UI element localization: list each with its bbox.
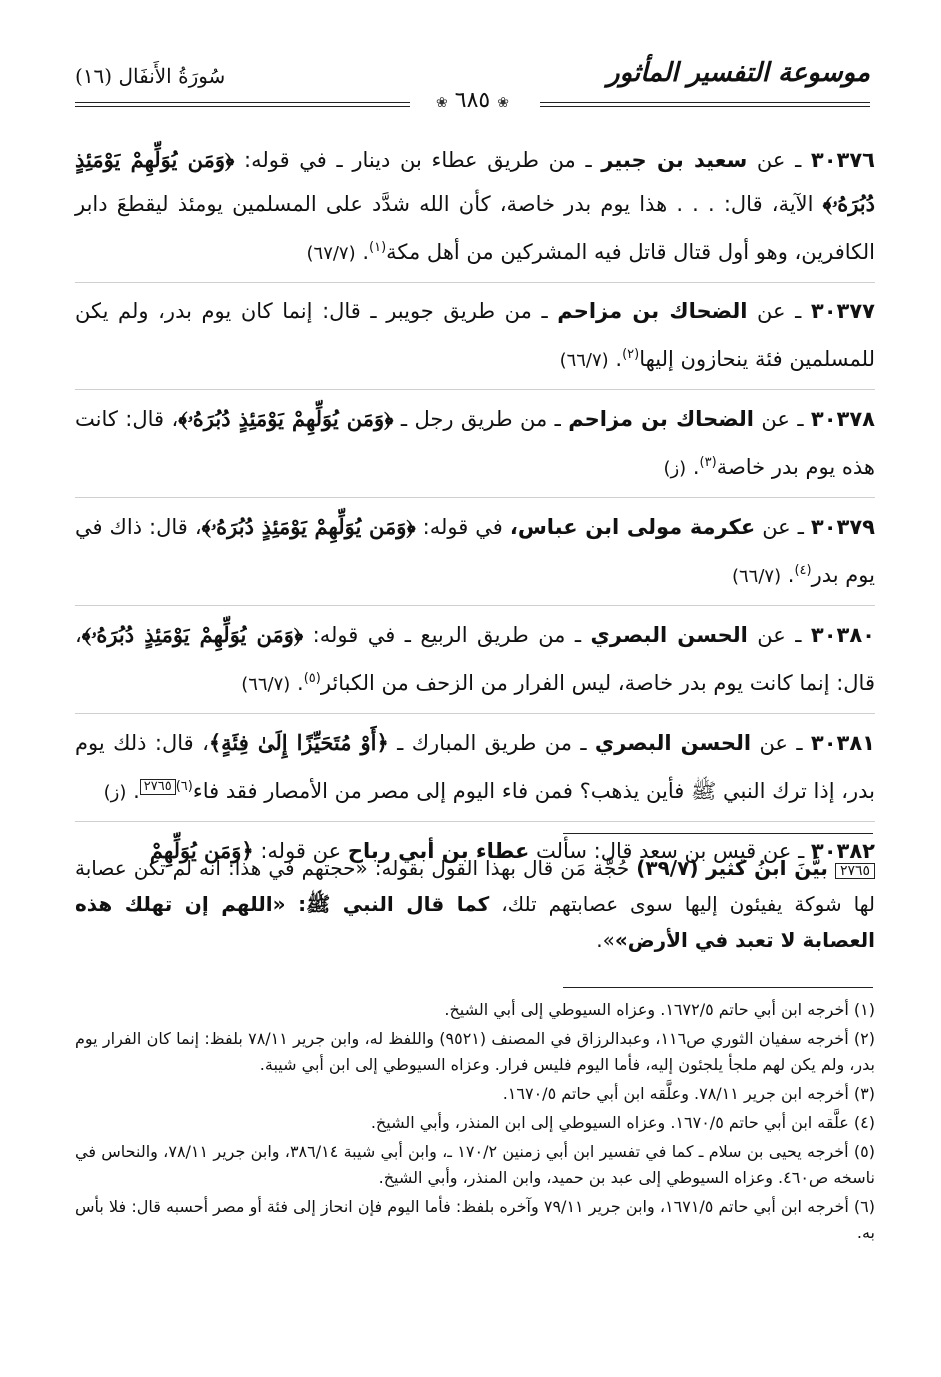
volume-citation: (٦٦/٧): [559, 350, 609, 371]
volume-citation: (٦٦/٧): [731, 566, 782, 587]
footnote-ref: (١): [369, 240, 387, 255]
narrator-name: عطاء بن أبي رباح: [347, 839, 530, 863]
narration-text: ، قال: إنما كانت يوم بدر خاصة، ليس الفرار من الزحف من الكبائر: [75, 623, 875, 695]
footnote-ref: (٥): [303, 671, 321, 686]
narration-number: ٣٠٣٧٦: [810, 148, 875, 172]
narration-chain: ـ من طريق الربيع ـ في قوله:: [303, 623, 591, 647]
footnote: (٢) أخرجه سفيان الثوري ص١١٦، وعبدالرزاق في المصنف (٩٥٢١) واللفظ له، وابن جرير ٧٨/١١ بلفظ: إنما كان الفرار يوم بدر، ولم يكن لهم ملجأ يلجئون إليه، فأما اليوم فليس فرار. وعزاه السيوطي إلى ابن أبي شيبة.: [75, 1029, 876, 1074]
quran-verse: ﴿أَوْ مُتَحَيِّزًا إِلَىٰ فِئَةٍ﴾: [208, 730, 389, 755]
narration-text: ، قال: ذلك يوم بدر، إذا ترك النبي ﷺ فأين يذهب؟ فمن فاء اليوم إلى مصر من الأمصار فقد فاء: [75, 731, 875, 803]
narration-entry: [75, 721, 875, 822]
footnote: (٦) أخرجه ابن أبي حاتم ١٦٧١/٥، وابن جرير ٧٩/١١ وآخره بلفظ: فأما اليوم فإن انحاز إلى فئة أو مصر أحسبه قال: فلا بأس به.: [75, 1197, 876, 1242]
narration-intro: ـ عن: [747, 148, 811, 172]
narration-number: ٣٠٣٧٩: [810, 515, 875, 539]
narration-intro: ـ عن: [755, 515, 811, 539]
footnotes: [75, 997, 875, 1249]
narration-entry: [75, 505, 875, 606]
quran-verse: ﴿وَمَن يُوَلِّهِمْ يَوْمَئِذٍ دُبُرَهُۥ﴾: [81, 622, 304, 647]
narration-entry: [75, 397, 875, 498]
footnote: (٣) أخرجه ابن جرير ٧٨/١١. وعلَّقه ابن أبي حاتم ١٦٧٠/٥.: [502, 1084, 875, 1103]
narration-entry: [75, 290, 875, 390]
quran-verse: ﴿وَمَن يُوَلِّهِمْ يَوْمَئِذٍ دُبُرَهُۥ﴾: [178, 406, 394, 431]
narration-text: الآية، قال: . . . هذا يوم بدر خاصة، كأن الله شدَّد على المسلمين يومئذ ليقطعَ دابر الكافرين، وهو أول قتال قاتل فيه المشركين من أهل مكة: [75, 192, 875, 264]
quran-verse: ﴿وَمَن يُوَلِّهِمْ يَوْمَئِذٍ دُبُرَهُۥ﴾: [201, 514, 416, 539]
ornament-icon: ❀: [436, 95, 448, 111]
note-hadith: كما قال النبي ﷺ: «اللهم إن تهلك هذه العصابة لا تعبد في الأرض»: [75, 892, 875, 952]
footnote: (٤) علَّقه ابن أبي حاتم ١٦٧٠/٥. وعزاه السيوطي إلى ابن المنذر، وأبي الشيخ.: [370, 1113, 875, 1132]
footnote-ref: (٢): [622, 347, 640, 362]
narration-tail: .: [290, 671, 304, 695]
quran-verse: ﴿وَمَن يُوَلِّهِمْ يَوْمَئِذٍ دُبُرَهُۥ﴾: [75, 147, 875, 216]
narration-tail: .: [608, 347, 623, 371]
narration-number: ٣٠٣٨٠: [810, 623, 875, 647]
footnote: (٥) أخرجه يحيى بن سلام ـ كما في تفسير ابن أبي زمنين ١٧٠/٢ ـ، وابن أبي شيبة ٣٨٦/١٤، وابن جرير ٧٨/١١، والنحاس في ناسخه ص٤٦٠. وعزاه السيوطي إلى عبد بن حميد، وابن المنذر، وأبي الشيخ.: [75, 1142, 876, 1187]
header-rule-right: [540, 102, 870, 107]
surah-title: سُورَةُ الأَنفَال (١٦): [75, 64, 226, 88]
page-number-block: [436, 88, 509, 113]
narration-tail: .: [355, 240, 369, 264]
narration-intro: ـ عن: [747, 299, 811, 323]
volume-citation: (ز): [103, 782, 127, 803]
quran-verse: ﴿وَمَن يُوَلِّهِمْ: [149, 838, 254, 863]
narration-chain: ـ من طريق جويبر ـ قال: إنما كان يوم بدر، ولم يكن للمسلمين فئة ينحازون إليها: [75, 299, 875, 371]
narration-tail: .: [126, 779, 140, 803]
narrator-name: عكرمة مولى ابن عباس،: [509, 515, 756, 539]
book-title: موسوعة التفسير المأثور: [607, 58, 870, 88]
narration-number: ٣٠٣٨١: [810, 731, 875, 755]
note-divider: [563, 833, 873, 834]
narration-chain: ـ من طريق المبارك ـ: [388, 731, 595, 755]
footnote-divider: [563, 987, 873, 988]
narration-intro: ـ عن: [751, 731, 811, 755]
narration-intro: ـ عن قيس بن سعد قال: سألت: [529, 839, 811, 863]
note-ref-box: ٢٧٦٥: [140, 779, 176, 795]
narration-number: ٣٠٣٨٢: [810, 839, 875, 863]
narration-tail: .: [686, 455, 700, 479]
narrator-name: الحسن البصري: [590, 623, 748, 647]
note-box-number: ٢٧٦٥: [835, 863, 875, 879]
volume-citation: (٦٦/٧): [241, 674, 291, 695]
volume-citation: (ز): [663, 458, 687, 479]
page-number: ٦٨٥: [454, 88, 491, 113]
footnote: (١) أخرجه ابن أبي حاتم ١٦٧٢/٥. وعزاه السيوطي إلى أبي الشيخ.: [444, 1000, 875, 1019]
narration-number: ٣٠٣٧٨: [810, 407, 875, 431]
narrations-list: [75, 138, 875, 887]
narration-chain: ـ من طريق عطاء بن دينار ـ في قوله:: [234, 148, 602, 172]
page-header: [75, 58, 870, 113]
narrator-name: الحسن البصري: [594, 731, 752, 755]
narration-number: ٣٠٣٧٧: [810, 299, 875, 323]
narration-text: ، قال: كانت هذه يوم بدر خاصة: [75, 407, 875, 479]
narration-entry: [75, 613, 875, 714]
narration-chain: عن قوله:: [253, 839, 348, 863]
narrator-name: الضحاك بن مزاحم: [568, 407, 754, 431]
note-end: ».: [596, 928, 615, 952]
header-rule-left: [75, 102, 410, 107]
ornament-icon: ❀: [497, 95, 509, 111]
note-lead: بيَّنَ ابنُ كثير (٣٩/٧): [636, 856, 828, 880]
footnote-ref: (٤): [794, 563, 812, 578]
narration-intro: ـ عن: [747, 623, 811, 647]
commentary-note: [75, 850, 875, 958]
footnote-ref: (٦): [175, 779, 193, 794]
narration-entry: [75, 138, 875, 283]
note-text: حُجَّة مَن قال بهذا القول بقوله: «حجتهم في هذا: أنه لم تكن عصابة لها شوكة يفيئون إليها سوى عصابتهم تلك،: [75, 856, 875, 916]
volume-citation: (٦٧/٧): [306, 243, 356, 264]
narration-chain: ـ من طريق رجل ـ: [393, 407, 569, 431]
narration-intro: ـ عن: [753, 407, 811, 431]
narration-chain: في قوله:: [415, 515, 510, 539]
footnote-ref: (٣): [699, 455, 717, 470]
narration-text: ، قال: ذاك في يوم بدر: [75, 515, 875, 587]
narrator-name: سعيد بن جبير: [601, 148, 748, 172]
narration-tail: .: [781, 563, 795, 587]
narrator-name: الضحاك بن مزاحم: [557, 299, 748, 323]
